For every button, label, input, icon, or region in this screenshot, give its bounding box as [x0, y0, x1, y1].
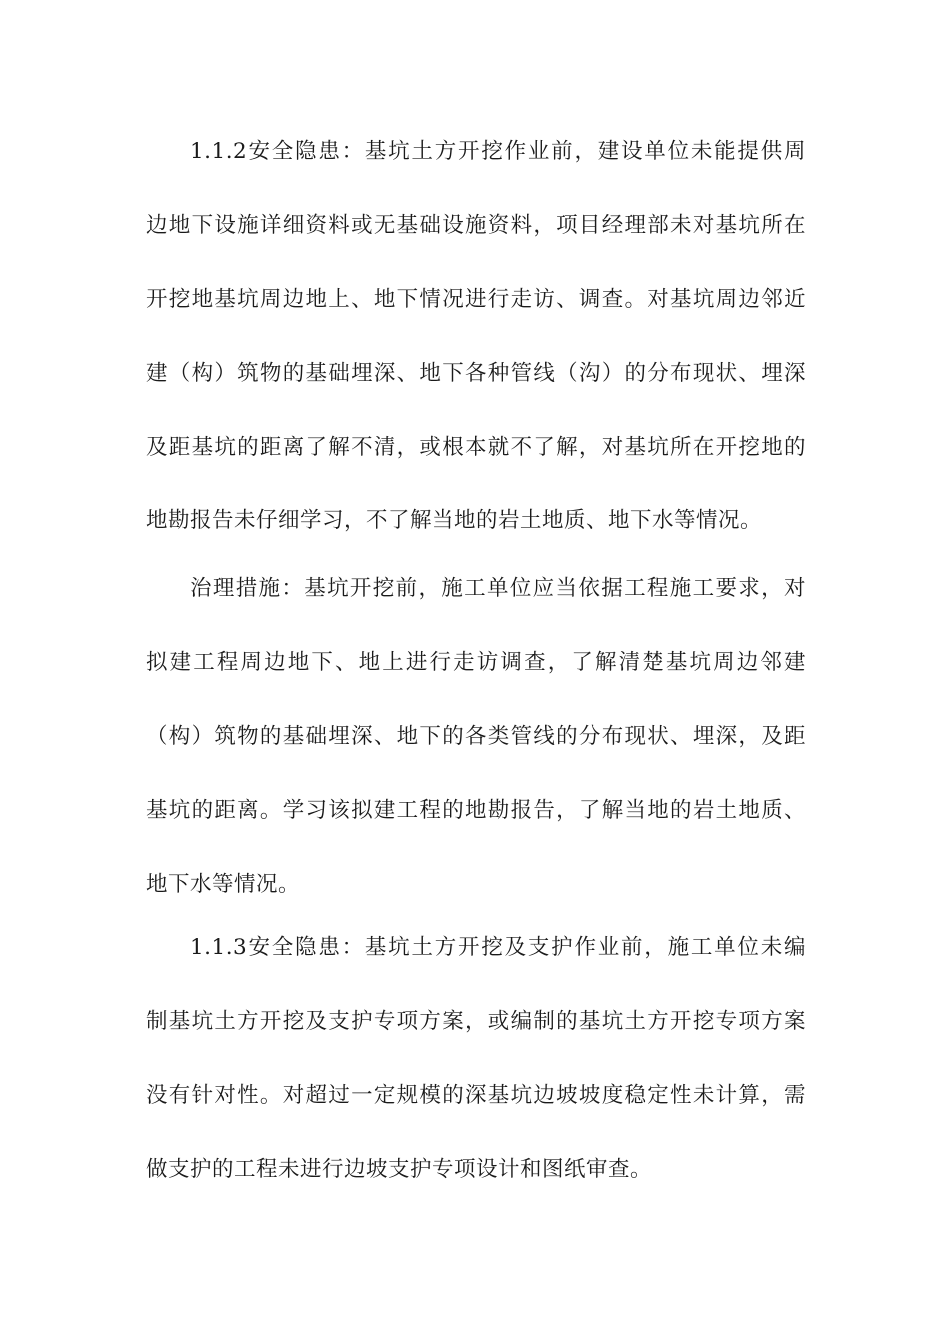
paragraph-3-line-4: 做支护的工程未进行边坡支护专项设计和图纸审查。	[146, 1157, 653, 1182]
paragraph-1-line-2: 边地下设施详细资料或无基础设施资料，项目经理部未对基坑所在	[146, 213, 806, 238]
paragraph-3-line-2: 制基坑土方开挖及支护专项方案，或编制的基坑土方开挖专项方案	[146, 1009, 806, 1034]
paragraph-1-line-6: 地勘报告未仔细学习，不了解当地的岩土地质、地下水等情况。	[146, 508, 763, 533]
paragraph-1-line-5: 及距基坑的距离了解不清，或根本就不了解，对基坑所在开挖地的	[146, 435, 806, 460]
paragraph-2-line-5: 地下水等情况。	[146, 872, 301, 897]
paragraph-3-line-3: 没有针对性。对超过一定规模的深基坑边坡坡度稳定性未计算，需	[146, 1083, 806, 1108]
paragraph-1-line-1: 1.1.2安全隐患：基坑土方开挖作业前，建设单位未能提供周	[190, 139, 806, 164]
paragraph-3-line-1: 1.1.3安全隐患：基坑土方开挖及支护作业前，施工单位未编	[190, 935, 806, 960]
paragraph-2-line-1: 治理措施：基坑开挖前，施工单位应当依据工程施工要求，对	[190, 576, 806, 601]
paragraph-1-line-3: 开挖地基坑周边地上、地下情况进行走访、调查。对基坑周边邻近	[146, 287, 806, 312]
paragraph-2-line-2: 拟建工程周边地下、地上进行走访调查，了解清楚基坑周边邻建	[146, 650, 806, 675]
paragraph-2-line-4: 基坑的距离。学习该拟建工程的地勘报告，了解当地的岩土地质、	[146, 798, 806, 823]
paragraph-2-line-3: （构）筑物的基础埋深、地下的各类管线的分布现状、埋深，及距	[146, 724, 806, 749]
paragraph-1-line-4: 建（构）筑物的基础埋深、地下各种管线（沟）的分布现状、埋深	[146, 361, 806, 386]
